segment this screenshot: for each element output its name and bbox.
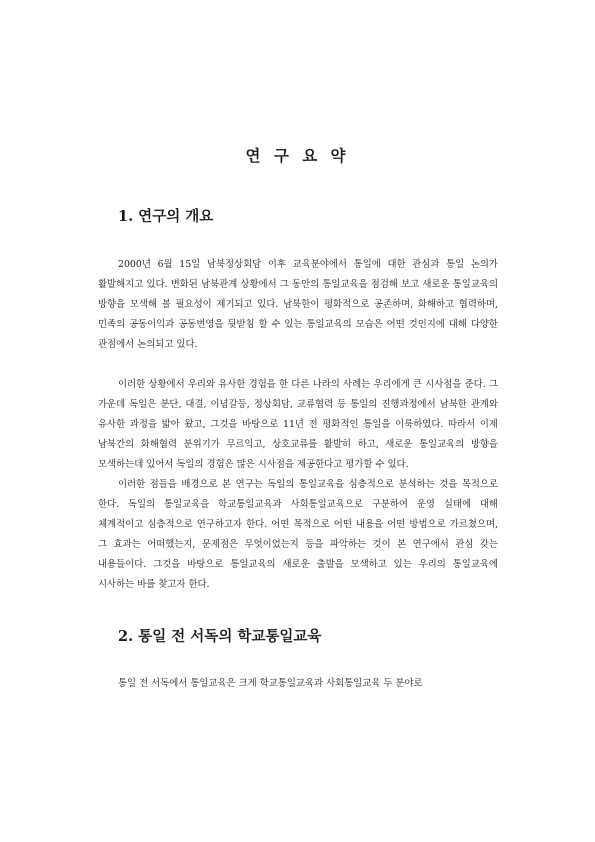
body-paragraph: 2000년 6월 15일 남북정상회담 이후 교육분야에서 통일에 대한 관심과 통일 논의가 활발해지고 있다. 변화된 남북관계 상황에서 그 동안의 통일교육을 점검해 보고 새로운 통일교육의 방향을 모색해 볼 필요성이 제기되고 있다. 남북한이 평화적으로 공존하며, 화해하고 협력하며, 민족의 공동이익과 공동번영을 뒷받침 할 수 있는 통일교육의 모습은 어떤 것인지에 대해 다양한 관점에서 논의되고 있다. (98, 259, 498, 351)
section-heading-overview: 1. 연구의 개요 (118, 208, 214, 225)
document-title: 연 구 요 약 (245, 146, 350, 165)
body-paragraph: 이러한 점들을 배경으로 본 연구는 독일의 통일교육을 심층적으로 분석하는 것을 목적으로 한다. 독일의 통일교육을 학교통일교육과 사회통일교육으로 구분하여 운영 실태에 대해 체계적이고 심층적으로 연구하고자 한다. 어떤 목적으로 어떤 내용을 어떤 방법으로 가르쳤으며, 그 효과는 어떠했는지, 문제점은 무엇이었는지 등을 파악하는 것이 본 연구에서 관심 갖는 내용들이다. 그것을 바탕으로 통일교육의 새로운 출발을 모색하고 있는 우리의 통일교육에 시사하는 바를 찾고자 한다. (98, 479, 498, 591)
section-heading-school-unification-education: 2. 통일 전 서독의 학교통일교육 (118, 628, 322, 645)
body-paragraph: 통일 전 서독에서 통일교육은 크게 학교통일교육과 사회통일교육 두 분야로 (118, 678, 423, 689)
body-paragraph: 이러한 상황에서 우리와 유사한 경험을 한 다른 나라의 사례는 우리에게 큰 시사점을 준다. 그 가운데 독일은 분단, 대결, 이념갈등, 정상회담, 교류협력 등 통일의 진행과정에서 남북한 관계와 유사한 과정을 밟아 왔고, 그것을 바탕으로 11년 전 평화적인 통일을 이룩하였다. 따라서 이제 남북간의 화해협력 분위기가 무르익고, 상호교류를 활발히 하고, 새로운 통일교육의 방향을 모색하는데 있어서 독일의 경험은 많은 시사점을 제공한다고 평가할 수 있다. (98, 379, 498, 471)
